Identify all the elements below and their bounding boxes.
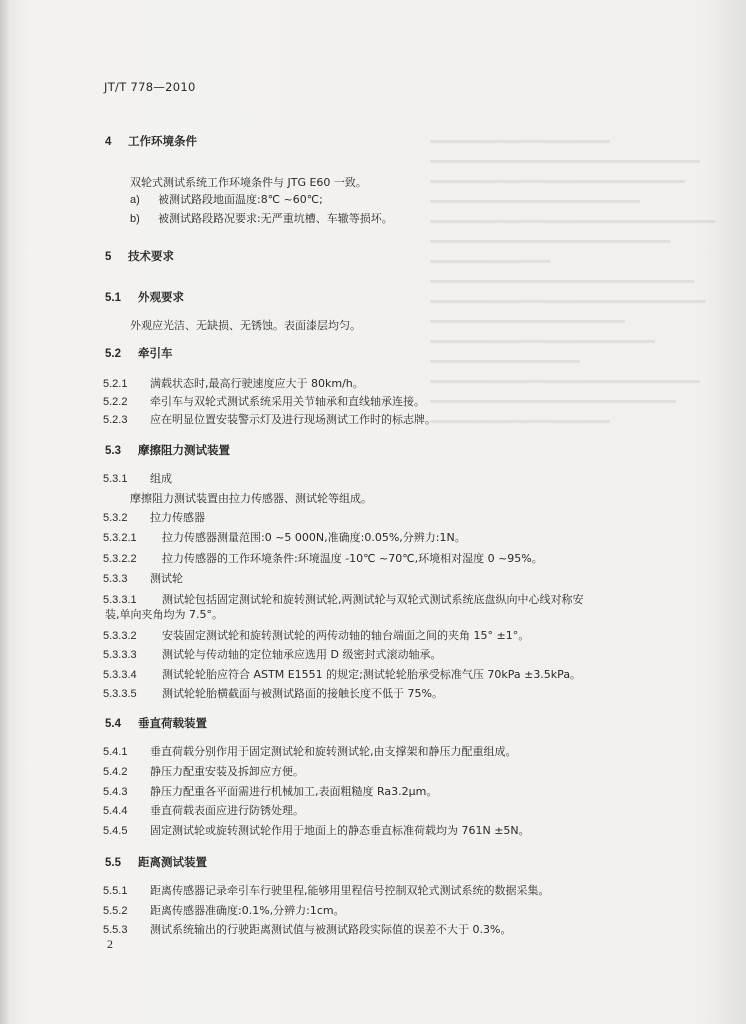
clause-number: 5.4.3 bbox=[103, 786, 128, 798]
clause-text: 垂直荷载分别作用于固定测试轮和旋转测试轮,由支撑架和静压力配重组成。 bbox=[150, 745, 517, 758]
clause-line bbox=[103, 804, 304, 818]
clause-number: 5.4.5 bbox=[103, 825, 128, 837]
clause-text: 技术要求 bbox=[128, 249, 174, 263]
clause-line bbox=[103, 395, 425, 409]
clause-text: 外观要求 bbox=[138, 290, 184, 304]
binding-edge-shadow bbox=[0, 0, 10, 1024]
clause-text: 摩擦阻力测试装置 bbox=[138, 443, 230, 457]
clause-text: 固定测试轮或旋转测试轮作用于地面上的静态垂直标准荷载均为 761N ±5N。 bbox=[150, 824, 530, 837]
clause-text: 被测试路段路况要求:无严重坑槽、车辙等损坏。 bbox=[158, 212, 393, 225]
clause-number: 5.2.3 bbox=[103, 414, 128, 426]
clause-number: 5.3.3 bbox=[103, 573, 128, 585]
clause-line bbox=[103, 904, 345, 918]
clause-line bbox=[103, 785, 438, 799]
clause-text: 拉力传感器测量范围:0 ~5 000N,准确度:0.05%,分辨力:1N。 bbox=[162, 531, 466, 544]
section-heading bbox=[105, 716, 207, 731]
clause-text: 测试轮 bbox=[150, 572, 183, 585]
clause-number: 5.2.1 bbox=[103, 378, 128, 390]
clause-number: 5.3.3.1 bbox=[103, 594, 137, 606]
clause-number: 5.4.1 bbox=[103, 746, 128, 758]
clause-text: 拉力传感器 bbox=[150, 511, 205, 524]
clause-number: 5.4.4 bbox=[103, 805, 128, 817]
clause-text: 垂直荷载表面应进行防锈处理。 bbox=[150, 804, 304, 817]
clause-line bbox=[130, 193, 323, 207]
clause-line bbox=[103, 824, 530, 838]
clause-number: 5.5.2 bbox=[103, 905, 128, 917]
clause-text: 距离传感器记录牵引车行驶里程,能够用里程信号控制双轮式测试系统的数据采集。 bbox=[150, 884, 550, 897]
clause-number: 5.3.3.5 bbox=[103, 688, 137, 700]
clause-line bbox=[103, 593, 584, 607]
clause-number: 5.3 bbox=[105, 445, 121, 457]
clause-text: 安装固定测试轮和旋转测试轮的两传动轴的轴台端面之间的夹角 15° ±1°。 bbox=[162, 629, 530, 642]
clause-number: a) bbox=[130, 194, 140, 206]
clause-line bbox=[103, 668, 582, 682]
clause-line bbox=[103, 745, 517, 759]
clause-number: 5.4.2 bbox=[103, 766, 128, 778]
clause-number: 5.3.3.3 bbox=[103, 649, 137, 661]
clause-line bbox=[103, 377, 364, 391]
clause-text: 被测试路段地面温度:8℃ ~60℃; bbox=[158, 193, 323, 206]
clause-line bbox=[103, 687, 443, 701]
clause-number: 5.3.3.2 bbox=[103, 630, 137, 642]
clause-number: 5.5 bbox=[105, 857, 121, 869]
clause-line bbox=[103, 472, 172, 486]
clause-line bbox=[103, 884, 550, 898]
clause-text: 牵引车 bbox=[138, 346, 173, 360]
clause-text: 距离测试装置 bbox=[138, 855, 207, 869]
clause-text: 测试轮轮胎横截面与被测试路面的接触长度不低于 75%。 bbox=[162, 687, 443, 700]
clause-text: 外观应光洁、无缺损、无锈蚀。表面漆层均匀。 bbox=[130, 319, 361, 332]
clause-text: 测试轮包括固定测试轮和旋转测试轮,两测试轮与双轮式测试系统底盘纵向中心线对称安 bbox=[162, 593, 584, 606]
clause-number: 5 bbox=[105, 251, 112, 263]
section-heading bbox=[105, 855, 207, 870]
clause-line bbox=[103, 552, 543, 566]
section-heading bbox=[105, 249, 174, 264]
clause-line bbox=[130, 212, 393, 226]
clause-line bbox=[103, 923, 512, 937]
clause-number: 5.1 bbox=[105, 292, 121, 304]
section-heading bbox=[105, 346, 173, 361]
clause-number: 5.3.1 bbox=[103, 473, 128, 485]
clause-number: 5.4 bbox=[105, 718, 121, 730]
section-heading bbox=[105, 290, 184, 305]
clause-line bbox=[103, 572, 183, 586]
clause-text: 双轮式测试系统工作环境条件与 JTG E60 一致。 bbox=[130, 176, 367, 189]
clause-text: 距离传感器准确度:0.1%,分辨力:1cm。 bbox=[150, 904, 345, 917]
clause-text: 垂直荷载装置 bbox=[138, 716, 207, 730]
show-through-text bbox=[430, 140, 730, 840]
clause-line bbox=[103, 648, 442, 662]
clause-number: 5.2 bbox=[105, 348, 121, 360]
clause-number: 5.5.1 bbox=[103, 885, 128, 897]
clause-line bbox=[103, 511, 205, 525]
clause-number: 5.3.3.4 bbox=[103, 669, 137, 681]
clause-number: 4 bbox=[105, 136, 112, 148]
clause-text: 测试系统输出的行驶距离测试值与被测试路段实际值的误差不大于 0.3%。 bbox=[150, 923, 512, 936]
clause-text: 组成 bbox=[150, 472, 172, 485]
clause-text: 应在明显位置安装警示灯及进行现场测试工作时的标志牌。 bbox=[150, 413, 436, 426]
clause-number: b) bbox=[130, 213, 140, 225]
clause-text: 测试轮与传动轴的定位轴承应选用 D 级密封式滚动轴承。 bbox=[162, 648, 442, 661]
clause-text: 装,单向夹角均为 7.5°。 bbox=[105, 608, 223, 621]
clause-line bbox=[103, 629, 530, 643]
clause-number: 5.5.3 bbox=[103, 924, 128, 936]
section-heading bbox=[105, 443, 230, 458]
clause-text: 满载状态时,最高行驶速度应大于 80km/h。 bbox=[150, 377, 364, 390]
clause-text: 拉力传感器的工作环境条件:环境温度 -10℃ ~70℃,环境相对湿度 0 ~95%。 bbox=[162, 552, 543, 565]
section-heading bbox=[105, 134, 197, 149]
clause-text: 牵引车与双轮式测试系统采用关节轴承和直线轴承连接。 bbox=[150, 395, 425, 408]
clause-number: 5.3.2 bbox=[103, 512, 128, 524]
clause-text: 静压力配重各平面需进行机械加工,表面粗糙度 Ra3.2μm。 bbox=[150, 785, 438, 798]
clause-number: 5.3.2.2 bbox=[103, 553, 137, 565]
clause-text: 摩擦阻力测试装置由拉力传感器、测试轮等组成。 bbox=[130, 492, 372, 505]
clause-line bbox=[103, 413, 436, 427]
page-number: 2 bbox=[107, 937, 113, 951]
clause-line bbox=[103, 531, 466, 545]
doc-code-header: JT/T 778—2010 bbox=[104, 80, 196, 94]
clause-line bbox=[103, 765, 304, 779]
clause-number: 5.3.2.1 bbox=[103, 532, 137, 544]
clause-text: 静压力配重安装及拆卸应方便。 bbox=[150, 765, 304, 778]
clause-number: 5.2.2 bbox=[103, 396, 128, 408]
clause-text: 测试轮轮胎应符合 ASTM E1551 的规定;测试轮轮胎承受标准气压 70kPa ±3.5kPa。 bbox=[162, 668, 582, 681]
clause-text: 工作环境条件 bbox=[128, 134, 197, 148]
